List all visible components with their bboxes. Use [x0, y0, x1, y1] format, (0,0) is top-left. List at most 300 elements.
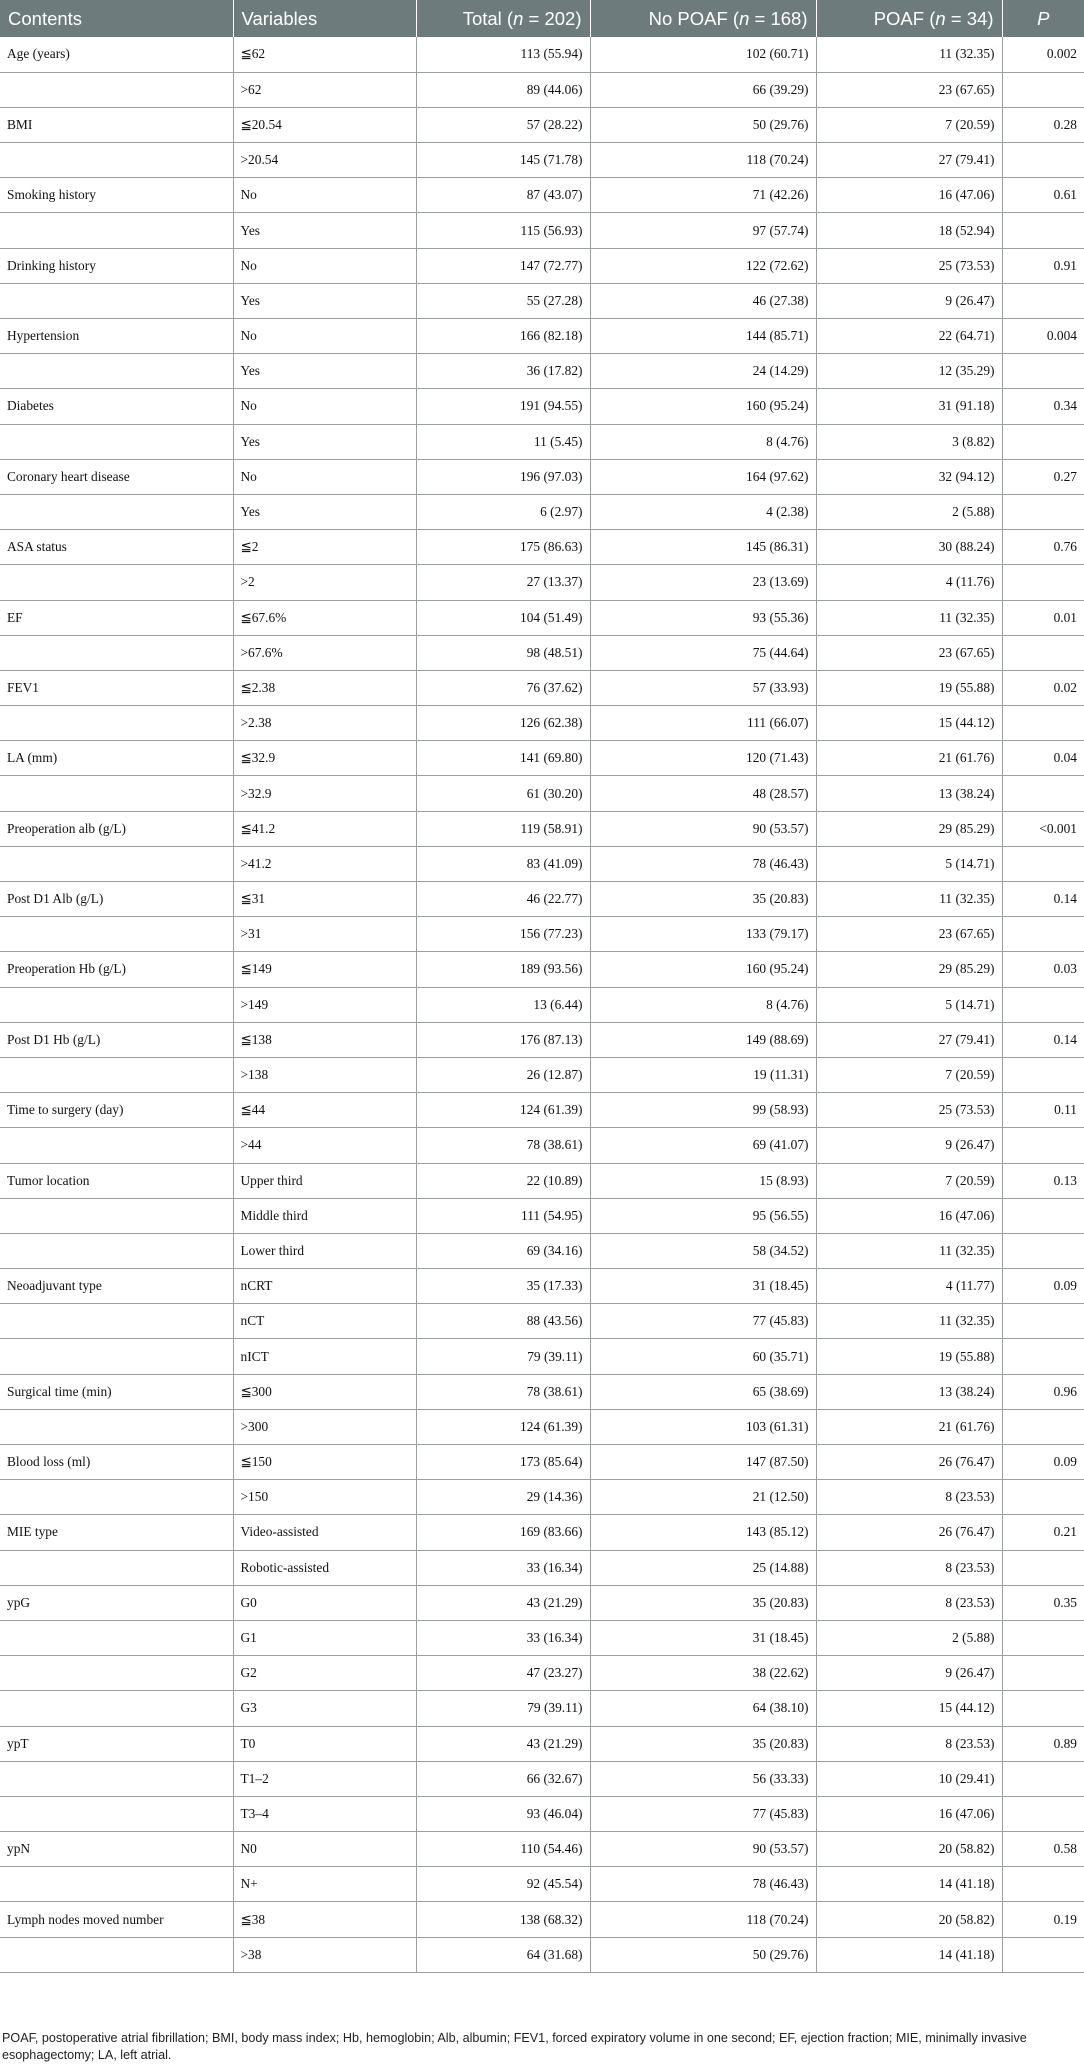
- cell-total: 43 (21.29): [416, 1585, 590, 1620]
- cell-total: 111 (54.95): [416, 1198, 590, 1233]
- cell-total: 11 (5.45): [416, 424, 590, 459]
- cell-no-poaf: 35 (20.83): [590, 882, 816, 917]
- cell-p-value: [1002, 1128, 1084, 1163]
- cell-no-poaf: 97 (57.74): [590, 213, 816, 248]
- table-row: [0, 389, 1084, 424]
- cell-poaf: 8 (23.53): [816, 1585, 1002, 1620]
- cell-poaf: 9 (26.47): [816, 1128, 1002, 1163]
- cell-p-value: 0.34: [1002, 389, 1084, 424]
- cell-p-value: [1002, 987, 1084, 1022]
- cell-total: 66 (32.67): [416, 1761, 590, 1796]
- cell-total: 141 (69.80): [416, 741, 590, 776]
- cell-poaf: 27 (79.41): [816, 143, 1002, 178]
- cell-poaf: 21 (61.76): [816, 741, 1002, 776]
- cell-poaf: 7 (20.59): [816, 107, 1002, 142]
- cell-contents: Neoadjuvant type: [7, 1278, 102, 1294]
- table-row: [0, 1057, 1084, 1092]
- cell-p-value: 0.35: [1002, 1585, 1084, 1620]
- cell-no-poaf: 19 (11.31): [590, 1057, 816, 1092]
- cell-poaf: 11 (32.35): [816, 1233, 1002, 1268]
- cell-total: 145 (71.78): [416, 143, 590, 178]
- cell-poaf: 8 (23.53): [816, 1550, 1002, 1585]
- cell-no-poaf: 15 (8.93): [590, 1163, 816, 1198]
- cell-poaf: 25 (73.53): [816, 248, 1002, 283]
- cell-contents: [0, 424, 233, 459]
- cell-no-poaf: 78 (46.43): [590, 846, 816, 881]
- cell-poaf: 29 (85.29): [816, 811, 1002, 846]
- cell-no-poaf: 8 (4.76): [590, 987, 816, 1022]
- cell-total: 76 (37.62): [416, 670, 590, 705]
- cell-total: 57 (28.22): [416, 107, 590, 142]
- cell-p-value: [1002, 1304, 1084, 1339]
- cell-poaf: 13 (38.24): [816, 776, 1002, 811]
- table-row: [0, 741, 1084, 776]
- table-row: [0, 319, 1084, 354]
- cell-variable: ≦150: [233, 1445, 416, 1480]
- cell-p-value: [1002, 1198, 1084, 1233]
- cell-variable: ≦31: [233, 882, 416, 917]
- cell-poaf: 26 (76.47): [816, 1445, 1002, 1480]
- cell-total: 83 (41.09): [416, 846, 590, 881]
- cell-variable: Video-assisted: [233, 1515, 416, 1550]
- cell-poaf: 16 (47.06): [816, 178, 1002, 213]
- table-row: [0, 987, 1084, 1022]
- cell-no-poaf: 95 (56.55): [590, 1198, 816, 1233]
- cell-contents: [0, 565, 233, 600]
- cell-variable: >150: [233, 1480, 416, 1515]
- cell-no-poaf: 143 (85.12): [590, 1515, 816, 1550]
- cell-total: 79 (39.11): [416, 1691, 590, 1726]
- header-p-value: P: [1002, 0, 1084, 37]
- cell-variable: T3–4: [233, 1796, 416, 1831]
- table-row: [0, 1445, 1084, 1480]
- cell-p-value: [1002, 1339, 1084, 1374]
- cell-variable: ≦32.9: [233, 741, 416, 776]
- cell-p-value: [1002, 917, 1084, 952]
- table-row: [0, 1832, 1084, 1867]
- table-row: [0, 143, 1084, 178]
- cell-poaf: 30 (88.24): [816, 530, 1002, 565]
- cell-contents: Surgical time (min): [7, 1383, 112, 1399]
- cell-variable: ≦149: [233, 952, 416, 987]
- cell-total: 27 (13.37): [416, 565, 590, 600]
- cell-p-value: 0.91: [1002, 248, 1084, 283]
- cell-total: 104 (51.49): [416, 600, 590, 635]
- cell-total: 55 (27.28): [416, 283, 590, 318]
- cell-p-value: 0.76: [1002, 530, 1084, 565]
- cell-poaf: 11 (32.35): [816, 600, 1002, 635]
- cell-no-poaf: 8 (4.76): [590, 424, 816, 459]
- cell-variable: ≦44: [233, 1093, 416, 1128]
- cell-poaf: 16 (47.06): [816, 1796, 1002, 1831]
- cell-contents: [0, 1198, 233, 1233]
- cell-variable: >31: [233, 917, 416, 952]
- cell-poaf: 8 (23.53): [816, 1726, 1002, 1761]
- cell-total: 115 (56.93): [416, 213, 590, 248]
- cell-variable: >300: [233, 1409, 416, 1444]
- cell-total: 92 (45.54): [416, 1867, 590, 1902]
- table-row: [0, 1480, 1084, 1515]
- cell-total: 176 (87.13): [416, 1022, 590, 1057]
- cell-poaf: 9 (26.47): [816, 283, 1002, 318]
- cell-contents: Preoperation alb (g/L): [7, 820, 126, 836]
- cell-poaf: 32 (94.12): [816, 459, 1002, 494]
- cell-contents: Hypertension: [7, 328, 80, 344]
- table-row: [0, 670, 1084, 705]
- cell-contents: Coronary heart disease: [7, 468, 130, 484]
- cell-variable: No: [233, 248, 416, 283]
- cell-no-poaf: 77 (45.83): [590, 1304, 816, 1339]
- cell-poaf: 26 (76.47): [816, 1515, 1002, 1550]
- cell-total: 93 (46.04): [416, 1796, 590, 1831]
- cell-total: 61 (30.20): [416, 776, 590, 811]
- cell-total: 64 (31.68): [416, 1937, 590, 1972]
- cell-total: 196 (97.03): [416, 459, 590, 494]
- cell-contents: Tumor location: [7, 1172, 90, 1188]
- cell-poaf: 23 (67.65): [816, 72, 1002, 107]
- table-footnote: POAF, postoperative atrial fibrillation; BMI, body mass index; Hb, hemoglobin; Alb, albumin; FEV1, forced expiratory volume in one second; EF, ejection fraction; MIE, minimally invasive esophagectomy; LA, left atrial.: [2, 2031, 1027, 2062]
- cell-p-value: [1002, 776, 1084, 811]
- cell-p-value: [1002, 635, 1084, 670]
- cell-p-value: [1002, 1620, 1084, 1655]
- cell-contents: [0, 987, 233, 1022]
- cell-contents: [0, 143, 233, 178]
- cell-poaf: 2 (5.88): [816, 494, 1002, 529]
- cell-variable: Yes: [233, 213, 416, 248]
- cell-contents: [0, 1233, 233, 1268]
- cell-variable: nCT: [233, 1304, 416, 1339]
- cell-variable: Lower third: [233, 1233, 416, 1268]
- table-row: [0, 1374, 1084, 1409]
- cell-variable: N0: [233, 1832, 416, 1867]
- cell-poaf: 25 (73.53): [816, 1093, 1002, 1128]
- cell-contents: Time to surgery (day): [7, 1102, 124, 1118]
- cell-p-value: 0.13: [1002, 1163, 1084, 1198]
- cell-no-poaf: 69 (41.07): [590, 1128, 816, 1163]
- cell-contents: Diabetes: [7, 398, 54, 414]
- cell-poaf: 18 (52.94): [816, 213, 1002, 248]
- cell-total: 169 (83.66): [416, 1515, 590, 1550]
- cell-total: 124 (61.39): [416, 1093, 590, 1128]
- table-row: [0, 1726, 1084, 1761]
- cell-total: 79 (39.11): [416, 1339, 590, 1374]
- cell-total: 6 (2.97): [416, 494, 590, 529]
- cell-p-value: 0.14: [1002, 1022, 1084, 1057]
- cell-contents: Post D1 Alb (g/L): [7, 891, 104, 907]
- cell-p-value: 0.002: [1002, 37, 1084, 72]
- cell-contents: [0, 72, 233, 107]
- cell-p-value: 0.27: [1002, 459, 1084, 494]
- cell-contents: LA (mm): [7, 750, 58, 766]
- cell-no-poaf: 99 (58.93): [590, 1093, 816, 1128]
- table-row: [0, 1656, 1084, 1691]
- cell-total: 87 (43.07): [416, 178, 590, 213]
- cell-p-value: [1002, 354, 1084, 389]
- cell-variable: G2: [233, 1656, 416, 1691]
- cell-no-poaf: 4 (2.38): [590, 494, 816, 529]
- table-row: [0, 1128, 1084, 1163]
- cell-p-value: 0.09: [1002, 1445, 1084, 1480]
- cell-variable: G0: [233, 1585, 416, 1620]
- cell-no-poaf: 160 (95.24): [590, 389, 816, 424]
- cell-variable: Yes: [233, 283, 416, 318]
- table-row: [0, 1515, 1084, 1550]
- table-row: [0, 882, 1084, 917]
- cell-no-poaf: 71 (42.26): [590, 178, 816, 213]
- cell-variable: nICT: [233, 1339, 416, 1374]
- table-row: [0, 530, 1084, 565]
- cell-contents: [0, 1550, 233, 1585]
- table-row: [0, 178, 1084, 213]
- cell-total: 69 (34.16): [416, 1233, 590, 1268]
- cell-no-poaf: 50 (29.76): [590, 1937, 816, 1972]
- table-row: [0, 107, 1084, 142]
- cell-poaf: 27 (79.41): [816, 1022, 1002, 1057]
- table-row: [0, 248, 1084, 283]
- table-row: [0, 1339, 1084, 1374]
- cell-no-poaf: 120 (71.43): [590, 741, 816, 776]
- cell-total: 22 (10.89): [416, 1163, 590, 1198]
- table-row: [0, 459, 1084, 494]
- cell-variable: ≦20.54: [233, 107, 416, 142]
- cell-variable: Robotic-assisted: [233, 1550, 416, 1585]
- cell-p-value: [1002, 565, 1084, 600]
- cell-poaf: 19 (55.88): [816, 670, 1002, 705]
- cell-variable: ≦67.6%: [233, 600, 416, 635]
- table-row: [0, 1409, 1084, 1444]
- table-row: [0, 952, 1084, 987]
- cell-no-poaf: 90 (53.57): [590, 1832, 816, 1867]
- cell-contents: EF: [7, 609, 23, 625]
- cell-total: 88 (43.56): [416, 1304, 590, 1339]
- cell-contents: [0, 1867, 233, 1902]
- cell-p-value: 0.96: [1002, 1374, 1084, 1409]
- cell-contents: [0, 1796, 233, 1831]
- cell-no-poaf: 90 (53.57): [590, 811, 816, 846]
- cell-poaf: 22 (64.71): [816, 319, 1002, 354]
- cell-total: 191 (94.55): [416, 389, 590, 424]
- cell-no-poaf: 149 (88.69): [590, 1022, 816, 1057]
- cell-poaf: 12 (35.29): [816, 354, 1002, 389]
- cell-contents: [0, 1937, 233, 1972]
- cell-variable: >67.6%: [233, 635, 416, 670]
- cell-variable: nCRT: [233, 1269, 416, 1304]
- cell-contents: [0, 776, 233, 811]
- cell-poaf: 4 (11.77): [816, 1269, 1002, 1304]
- cell-contents: [0, 1128, 233, 1163]
- cell-variable: >149: [233, 987, 416, 1022]
- table-row: [0, 1093, 1084, 1128]
- table-row: [0, 1163, 1084, 1198]
- cell-p-value: [1002, 846, 1084, 881]
- cell-no-poaf: 35 (20.83): [590, 1585, 816, 1620]
- cell-contents: MIE type: [7, 1524, 58, 1540]
- cell-no-poaf: 48 (28.57): [590, 776, 816, 811]
- cell-variable: >38: [233, 1937, 416, 1972]
- table-row: [0, 354, 1084, 389]
- cell-p-value: 0.004: [1002, 319, 1084, 354]
- cell-contents: Smoking history: [7, 187, 96, 203]
- cell-variable: Yes: [233, 494, 416, 529]
- cell-total: 156 (77.23): [416, 917, 590, 952]
- cell-p-value: [1002, 706, 1084, 741]
- table-row: [0, 917, 1084, 952]
- cell-variable: No: [233, 389, 416, 424]
- cell-p-value: [1002, 1867, 1084, 1902]
- cell-p-value: 0.21: [1002, 1515, 1084, 1550]
- cell-contents: [0, 1057, 233, 1092]
- cell-contents: ypG: [7, 1594, 31, 1610]
- cell-total: 110 (54.46): [416, 1832, 590, 1867]
- cell-contents: [0, 635, 233, 670]
- cell-p-value: 0.01: [1002, 600, 1084, 635]
- cell-no-poaf: 57 (33.93): [590, 670, 816, 705]
- table-row: [0, 635, 1084, 670]
- cell-variable: >2: [233, 565, 416, 600]
- cell-variable: No: [233, 459, 416, 494]
- table-body: [0, 37, 1084, 1972]
- cell-variable: Middle third: [233, 1198, 416, 1233]
- cell-variable: No: [233, 319, 416, 354]
- cell-no-poaf: 24 (14.29): [590, 354, 816, 389]
- cell-no-poaf: 35 (20.83): [590, 1726, 816, 1761]
- table-row: [0, 1550, 1084, 1585]
- cell-contents: [0, 1409, 233, 1444]
- cell-contents: ypN: [7, 1841, 31, 1857]
- table-row: [0, 494, 1084, 529]
- cell-poaf: 13 (38.24): [816, 1374, 1002, 1409]
- cell-total: 78 (38.61): [416, 1374, 590, 1409]
- cell-no-poaf: 58 (34.52): [590, 1233, 816, 1268]
- header-total: Total (n = 202): [416, 0, 590, 37]
- cell-poaf: 11 (32.35): [816, 1304, 1002, 1339]
- cell-contents: [0, 1691, 233, 1726]
- cell-p-value: 0.03: [1002, 952, 1084, 987]
- table-row: [0, 1022, 1084, 1057]
- cell-contents: [0, 1304, 233, 1339]
- cell-variable: N+: [233, 1867, 416, 1902]
- table-row: [0, 1585, 1084, 1620]
- cell-variable: ≦2.38: [233, 670, 416, 705]
- cell-no-poaf: 133 (79.17): [590, 917, 816, 952]
- table-row: [0, 706, 1084, 741]
- cell-no-poaf: 31 (18.45): [590, 1269, 816, 1304]
- cell-total: 175 (86.63): [416, 530, 590, 565]
- cell-no-poaf: 60 (35.71): [590, 1339, 816, 1374]
- cell-total: 26 (12.87): [416, 1057, 590, 1092]
- cell-no-poaf: 118 (70.24): [590, 143, 816, 178]
- cell-p-value: 0.89: [1002, 1726, 1084, 1761]
- cell-no-poaf: 31 (18.45): [590, 1620, 816, 1655]
- cell-variable: T0: [233, 1726, 416, 1761]
- table-row: [0, 1937, 1084, 1972]
- cell-total: 173 (85.64): [416, 1445, 590, 1480]
- table-row: [0, 37, 1084, 72]
- cell-p-value: 0.58: [1002, 1832, 1084, 1867]
- cell-contents: ypT: [7, 1735, 29, 1751]
- table-row: [0, 1902, 1084, 1937]
- cell-p-value: [1002, 143, 1084, 178]
- cell-p-value: [1002, 1656, 1084, 1691]
- cell-variable: Yes: [233, 424, 416, 459]
- cell-no-poaf: 65 (38.69): [590, 1374, 816, 1409]
- cell-poaf: 11 (32.35): [816, 882, 1002, 917]
- cell-total: 98 (48.51): [416, 635, 590, 670]
- header-no-poaf: No POAF (n = 168): [590, 0, 816, 37]
- cell-variable: >2.38: [233, 706, 416, 741]
- table-row: [0, 424, 1084, 459]
- cell-no-poaf: 102 (60.71): [590, 37, 816, 72]
- cell-total: 124 (61.39): [416, 1409, 590, 1444]
- cell-no-poaf: 66 (39.29): [590, 72, 816, 107]
- cell-contents: Lymph nodes moved number: [7, 1911, 164, 1927]
- cell-poaf: 5 (14.71): [816, 846, 1002, 881]
- cell-poaf: 10 (29.41): [816, 1761, 1002, 1796]
- cell-contents: [0, 1480, 233, 1515]
- cell-p-value: 0.61: [1002, 178, 1084, 213]
- cell-contents: ASA status: [7, 539, 67, 555]
- cell-no-poaf: 21 (12.50): [590, 1480, 816, 1515]
- cell-p-value: 0.02: [1002, 670, 1084, 705]
- cell-poaf: 3 (8.82): [816, 424, 1002, 459]
- cell-no-poaf: 50 (29.76): [590, 107, 816, 142]
- cell-poaf: 15 (44.12): [816, 1691, 1002, 1726]
- cell-contents: [0, 706, 233, 741]
- cell-variable: >44: [233, 1128, 416, 1163]
- cell-total: 166 (82.18): [416, 319, 590, 354]
- cell-poaf: 7 (20.59): [816, 1163, 1002, 1198]
- table-row: [0, 811, 1084, 846]
- cell-poaf: 9 (26.47): [816, 1656, 1002, 1691]
- table-row: [0, 846, 1084, 881]
- cell-no-poaf: 56 (33.33): [590, 1761, 816, 1796]
- cell-p-value: [1002, 494, 1084, 529]
- cell-contents: [0, 283, 233, 318]
- cell-poaf: 29 (85.29): [816, 952, 1002, 987]
- cell-variable: >41.2: [233, 846, 416, 881]
- cell-p-value: [1002, 1691, 1084, 1726]
- cell-p-value: 0.09: [1002, 1269, 1084, 1304]
- cell-total: 43 (21.29): [416, 1726, 590, 1761]
- cell-p-value: [1002, 283, 1084, 318]
- cell-poaf: 19 (55.88): [816, 1339, 1002, 1374]
- cell-no-poaf: 118 (70.24): [590, 1902, 816, 1937]
- cell-variable: ≦138: [233, 1022, 416, 1057]
- cell-contents: [0, 213, 233, 248]
- cell-total: 33 (16.34): [416, 1550, 590, 1585]
- table-row: [0, 213, 1084, 248]
- cell-total: 113 (55.94): [416, 37, 590, 72]
- cell-total: 13 (6.44): [416, 987, 590, 1022]
- cell-no-poaf: 78 (46.43): [590, 1867, 816, 1902]
- cell-no-poaf: 111 (66.07): [590, 706, 816, 741]
- cell-poaf: 23 (67.65): [816, 635, 1002, 670]
- table-header-row: [0, 0, 1084, 37]
- cell-no-poaf: 93 (55.36): [590, 600, 816, 635]
- cell-total: 29 (14.36): [416, 1480, 590, 1515]
- table-row: [0, 1269, 1084, 1304]
- cell-poaf: 8 (23.53): [816, 1480, 1002, 1515]
- cell-no-poaf: 64 (38.10): [590, 1691, 816, 1726]
- cell-total: 138 (68.32): [416, 1902, 590, 1937]
- table-row: [0, 1198, 1084, 1233]
- cell-no-poaf: 103 (61.31): [590, 1409, 816, 1444]
- cell-contents: [0, 917, 233, 952]
- cell-poaf: 14 (41.18): [816, 1937, 1002, 1972]
- cell-no-poaf: 145 (86.31): [590, 530, 816, 565]
- cell-total: 119 (58.91): [416, 811, 590, 846]
- cell-p-value: 0.04: [1002, 741, 1084, 776]
